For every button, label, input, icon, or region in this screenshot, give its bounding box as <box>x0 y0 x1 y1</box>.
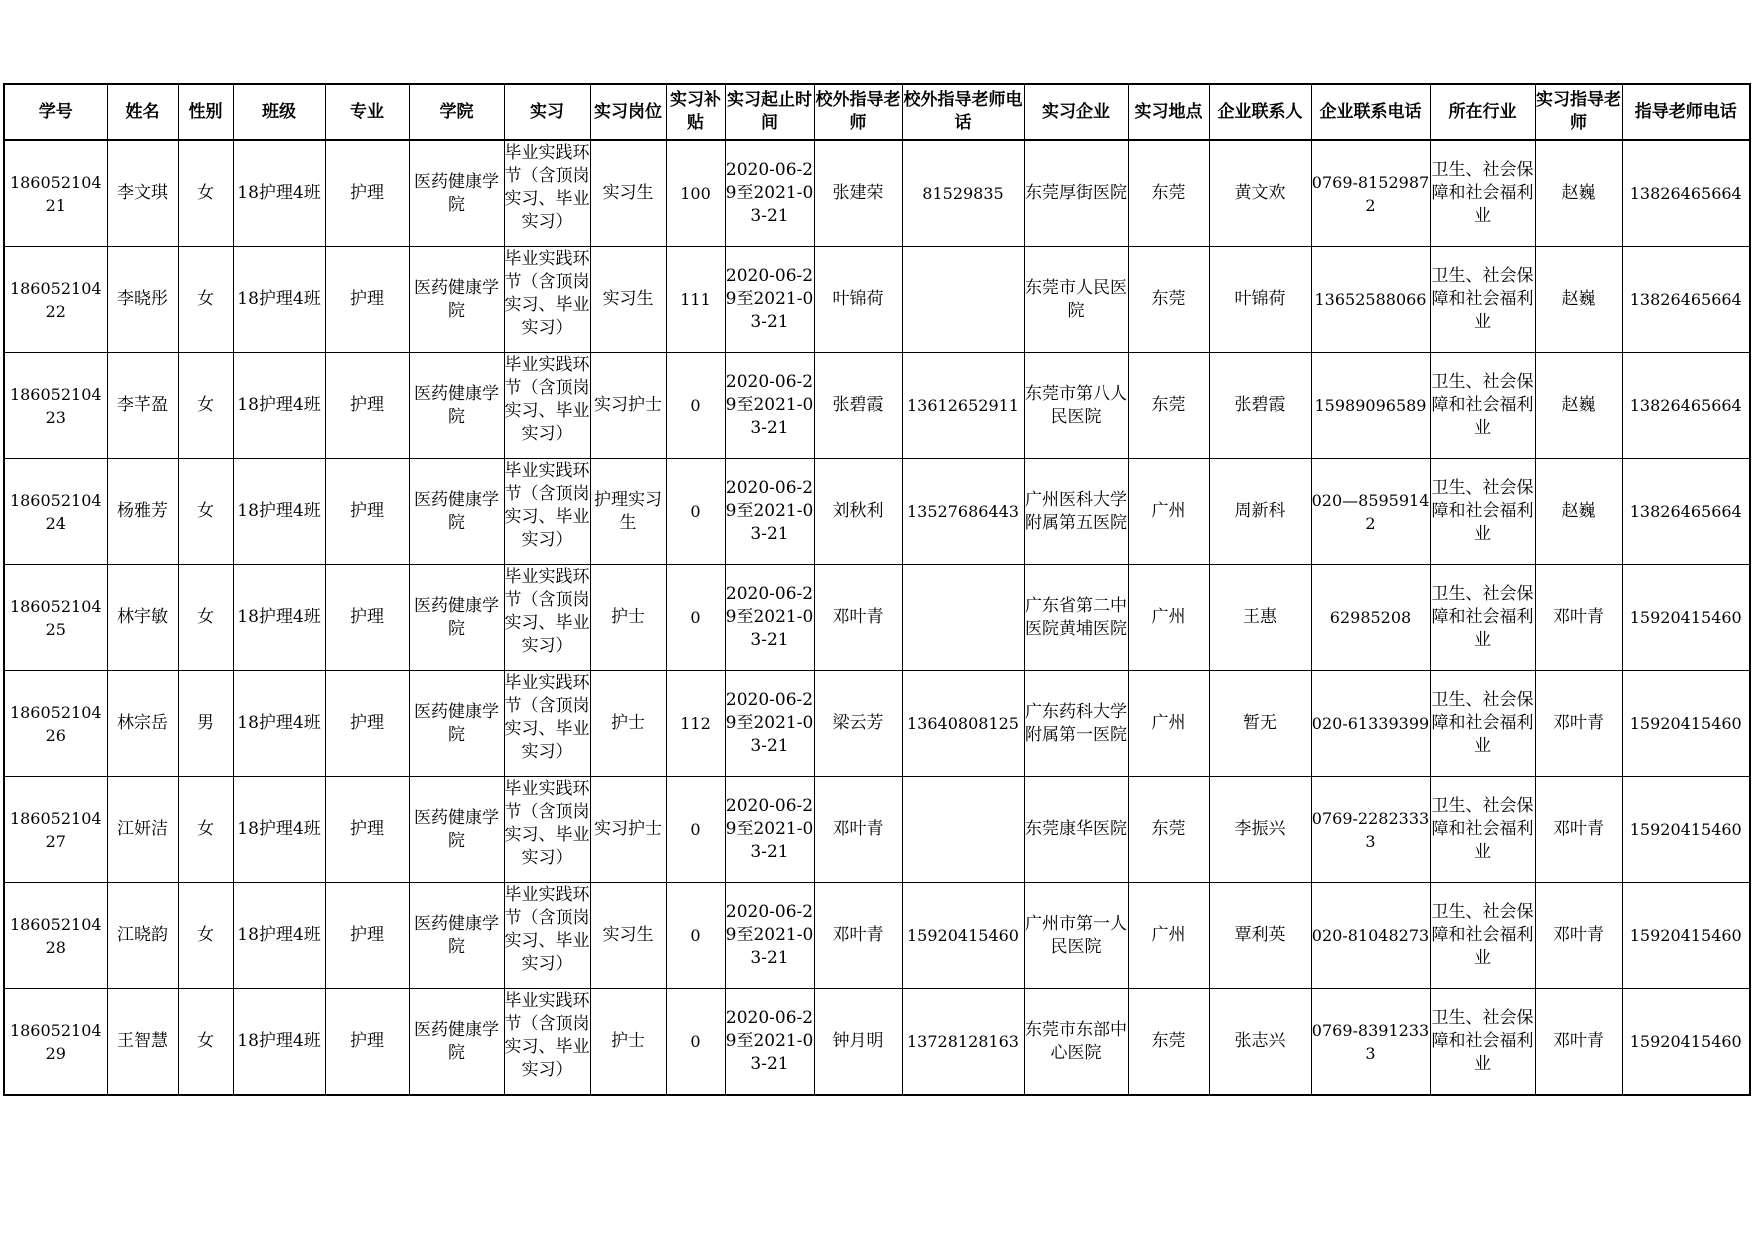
cell-internship-tutor: 赵巍 <box>1535 459 1622 565</box>
cell-major: 护理 <box>325 671 409 777</box>
table-row <box>4 989 1750 1096</box>
cell-major: 护理 <box>325 777 409 883</box>
cell-class: 18护理4班 <box>233 353 325 459</box>
cell-allowance: 111 <box>666 247 725 353</box>
cell-name: 王智慧 <box>107 989 178 1096</box>
cell-position: 护理实习生 <box>590 459 666 565</box>
cell-period: 2020-06-29至2021-03-21 <box>725 883 814 989</box>
cell-student-id: 18605210429 <box>4 989 107 1096</box>
cell-company-contact: 黄文欢 <box>1209 140 1311 247</box>
cell-external-tutor-phone <box>902 247 1024 353</box>
cell-allowance: 0 <box>666 353 725 459</box>
cell-external-tutor-phone: 15920415460 <box>902 883 1024 989</box>
cell-major: 护理 <box>325 247 409 353</box>
table-row <box>4 353 1750 459</box>
cell-internship-type <box>504 140 590 247</box>
cell-external-tutor: 钟月明 <box>814 989 902 1096</box>
cell-class: 18护理4班 <box>233 671 325 777</box>
table-row <box>4 565 1750 671</box>
cell-major: 护理 <box>325 140 409 247</box>
cell-college: 医药健康学院 <box>409 777 504 883</box>
cell-name: 李芊盈 <box>107 353 178 459</box>
table-row <box>4 247 1750 353</box>
cell-external-tutor-phone: 13612652911 <box>902 353 1024 459</box>
header-internship-type: 实习 <box>504 84 590 140</box>
cell-internship-type <box>504 459 590 565</box>
cell-tutor-phone: 15920415460 <box>1622 989 1750 1096</box>
cell-location: 东莞 <box>1128 989 1209 1096</box>
cell-major: 护理 <box>325 883 409 989</box>
cell-location: 东莞 <box>1128 247 1209 353</box>
cell-allowance: 0 <box>666 989 725 1096</box>
cell-company: 东莞市人民医院 <box>1024 247 1128 353</box>
cell-company-phone: 0769-83912333 <box>1311 989 1430 1096</box>
cell-internship-tutor: 赵巍 <box>1535 247 1622 353</box>
cell-student-id: 18605210428 <box>4 883 107 989</box>
cell-company: 广州医科大学附属第五医院 <box>1024 459 1128 565</box>
cell-company-contact: 张志兴 <box>1209 989 1311 1096</box>
cell-gender: 女 <box>178 565 233 671</box>
header-company-phone: 企业联系电话 <box>1311 84 1430 140</box>
cell-text: 毕业实践环节（含顶岗实习、毕业实习） <box>504 249 590 338</box>
cell-external-tutor: 张碧霞 <box>814 353 902 459</box>
cell-college: 医药健康学院 <box>409 989 504 1096</box>
cell-position: 实习护士 <box>590 777 666 883</box>
header-name: 姓名 <box>107 84 178 140</box>
cell-gender: 女 <box>178 353 233 459</box>
cell-text: 毕业实践环节（含顶岗实习、毕业实习） <box>504 143 590 232</box>
cell-location: 广州 <box>1128 459 1209 565</box>
cell-company-phone: 13652588066 <box>1311 247 1430 353</box>
header-position: 实习岗位 <box>590 84 666 140</box>
cell-major: 护理 <box>325 353 409 459</box>
cell-company: 东莞厚街医院 <box>1024 140 1128 247</box>
cell-position: 实习生 <box>590 247 666 353</box>
cell-industry: 卫生、社会保障和社会福利业 <box>1430 989 1535 1096</box>
cell-period: 2020-06-29至2021-03-21 <box>725 565 814 671</box>
cell-position: 护士 <box>590 989 666 1096</box>
header-location: 实习地点 <box>1128 84 1209 140</box>
cell-student-id: 18605210427 <box>4 777 107 883</box>
cell-internship-type <box>504 247 590 353</box>
cell-internship-type <box>504 883 590 989</box>
cell-student-id: 18605210422 <box>4 247 107 353</box>
cell-company-contact: 暂无 <box>1209 671 1311 777</box>
cell-college: 医药健康学院 <box>409 353 504 459</box>
cell-company-phone: 0769-22823333 <box>1311 777 1430 883</box>
header-internship-tutor: 实习指导老师 <box>1535 84 1622 140</box>
internship-table <box>3 83 1751 1096</box>
cell-tutor-phone: 15920415460 <box>1622 777 1750 883</box>
cell-gender: 女 <box>178 140 233 247</box>
table-row <box>4 883 1750 989</box>
cell-internship-type <box>504 777 590 883</box>
header-major: 专业 <box>325 84 409 140</box>
cell-company-phone: 0769-81529872 <box>1311 140 1430 247</box>
cell-company-contact: 覃利英 <box>1209 883 1311 989</box>
cell-industry: 卫生、社会保障和社会福利业 <box>1430 883 1535 989</box>
cell-allowance: 0 <box>666 565 725 671</box>
cell-company-contact: 叶锦荷 <box>1209 247 1311 353</box>
table-row <box>4 777 1750 883</box>
header-period: 实习起止时间 <box>725 84 814 140</box>
cell-location: 东莞 <box>1128 777 1209 883</box>
cell-industry: 卫生、社会保障和社会福利业 <box>1430 777 1535 883</box>
cell-period: 2020-06-29至2021-03-21 <box>725 247 814 353</box>
cell-company: 东莞康华医院 <box>1024 777 1128 883</box>
cell-external-tutor: 张建荣 <box>814 140 902 247</box>
cell-external-tutor: 梁云芳 <box>814 671 902 777</box>
table-header <box>4 84 1750 140</box>
cell-text: 毕业实践环节（含顶岗实习、毕业实习） <box>504 355 590 444</box>
cell-location: 东莞 <box>1128 353 1209 459</box>
cell-tutor-phone: 15920415460 <box>1622 671 1750 777</box>
cell-external-tutor: 刘秋利 <box>814 459 902 565</box>
cell-allowance: 112 <box>666 671 725 777</box>
cell-class: 18护理4班 <box>233 989 325 1096</box>
cell-tutor-phone: 15920415460 <box>1622 565 1750 671</box>
cell-gender: 女 <box>178 777 233 883</box>
cell-location: 广州 <box>1128 565 1209 671</box>
cell-gender: 男 <box>178 671 233 777</box>
cell-external-tutor: 叶锦荷 <box>814 247 902 353</box>
cell-company-phone: 020—85959142 <box>1311 459 1430 565</box>
cell-internship-tutor: 邓叶青 <box>1535 565 1622 671</box>
cell-gender: 女 <box>178 247 233 353</box>
header-company: 实习企业 <box>1024 84 1128 140</box>
cell-text: 毕业实践环节（含顶岗实习、毕业实习） <box>504 461 590 550</box>
cell-internship-tutor: 赵巍 <box>1535 353 1622 459</box>
cell-text: 毕业实践环节（含顶岗实习、毕业实习） <box>504 567 590 656</box>
cell-class: 18护理4班 <box>233 247 325 353</box>
cell-internship-type <box>504 671 590 777</box>
table-body <box>4 140 1750 1095</box>
cell-name: 李晓彤 <box>107 247 178 353</box>
cell-external-tutor-phone: 13640808125 <box>902 671 1024 777</box>
header-external-tutor-phone: 校外指导老师电话 <box>902 84 1024 140</box>
cell-external-tutor-phone: 13728128163 <box>902 989 1024 1096</box>
cell-external-tutor-phone: 81529835 <box>902 140 1024 247</box>
cell-company: 东莞市第八人民医院 <box>1024 353 1128 459</box>
cell-college: 医药健康学院 <box>409 247 504 353</box>
table-row <box>4 459 1750 565</box>
cell-name: 杨雅芳 <box>107 459 178 565</box>
cell-period: 2020-06-29至2021-03-21 <box>725 353 814 459</box>
cell-text: 毕业实践环节（含顶岗实习、毕业实习） <box>504 673 590 762</box>
header-gender: 性别 <box>178 84 233 140</box>
cell-college: 医药健康学院 <box>409 140 504 247</box>
cell-text: 毕业实践环节（含顶岗实习、毕业实习） <box>504 991 590 1080</box>
cell-period: 2020-06-29至2021-03-21 <box>725 671 814 777</box>
cell-class: 18护理4班 <box>233 777 325 883</box>
cell-allowance: 100 <box>666 140 725 247</box>
header-allowance: 实习补贴 <box>666 84 725 140</box>
cell-college: 医药健康学院 <box>409 883 504 989</box>
cell-tutor-phone: 15920415460 <box>1622 883 1750 989</box>
cell-internship-tutor: 赵巍 <box>1535 140 1622 247</box>
cell-college: 医药健康学院 <box>409 671 504 777</box>
table-row <box>4 140 1750 247</box>
cell-period: 2020-06-29至2021-03-21 <box>725 777 814 883</box>
cell-location: 广州 <box>1128 883 1209 989</box>
cell-student-id: 18605210426 <box>4 671 107 777</box>
cell-internship-type <box>504 565 590 671</box>
cell-company-contact: 张碧霞 <box>1209 353 1311 459</box>
cell-company: 广州市第一人民医院 <box>1024 883 1128 989</box>
cell-name: 林宇敏 <box>107 565 178 671</box>
cell-text: 毕业实践环节（含顶岗实习、毕业实习） <box>504 779 590 868</box>
cell-internship-type <box>504 989 590 1096</box>
cell-company-contact: 王惠 <box>1209 565 1311 671</box>
cell-company: 广东药科大学附属第一医院 <box>1024 671 1128 777</box>
cell-college: 医药健康学院 <box>409 565 504 671</box>
cell-company-contact: 周新科 <box>1209 459 1311 565</box>
cell-name: 江晓韵 <box>107 883 178 989</box>
cell-position: 实习生 <box>590 140 666 247</box>
cell-student-id: 18605210425 <box>4 565 107 671</box>
cell-location: 广州 <box>1128 671 1209 777</box>
cell-position: 护士 <box>590 565 666 671</box>
cell-internship-type <box>504 353 590 459</box>
cell-company-phone: 62985208 <box>1311 565 1430 671</box>
header-college: 学院 <box>409 84 504 140</box>
header-class: 班级 <box>233 84 325 140</box>
cell-company: 东莞市东部中心医院 <box>1024 989 1128 1096</box>
cell-external-tutor-phone <box>902 565 1024 671</box>
cell-position: 护士 <box>590 671 666 777</box>
cell-name: 江妍洁 <box>107 777 178 883</box>
cell-external-tutor-phone <box>902 777 1024 883</box>
cell-internship-tutor: 邓叶青 <box>1535 883 1622 989</box>
cell-college: 医药健康学院 <box>409 459 504 565</box>
cell-industry: 卫生、社会保障和社会福利业 <box>1430 459 1535 565</box>
cell-period: 2020-06-29至2021-03-21 <box>725 459 814 565</box>
header-external-tutor: 校外指导老师 <box>814 84 902 140</box>
cell-position: 实习护士 <box>590 353 666 459</box>
cell-company-phone: 020-61339399 <box>1311 671 1430 777</box>
cell-class: 18护理4班 <box>233 459 325 565</box>
cell-student-id: 18605210421 <box>4 140 107 247</box>
cell-tutor-phone: 13826465664 <box>1622 140 1750 247</box>
header-student-id: 学号 <box>4 84 107 140</box>
cell-tutor-phone: 13826465664 <box>1622 459 1750 565</box>
header-company-contact: 企业联系人 <box>1209 84 1311 140</box>
cell-text: 毕业实践环节（含顶岗实习、毕业实习） <box>504 885 590 974</box>
cell-external-tutor: 邓叶青 <box>814 883 902 989</box>
cell-industry: 卫生、社会保障和社会福利业 <box>1430 247 1535 353</box>
cell-external-tutor: 邓叶青 <box>814 777 902 883</box>
cell-company-phone: 020-81048273 <box>1311 883 1430 989</box>
cell-location: 东莞 <box>1128 140 1209 247</box>
cell-allowance: 0 <box>666 777 725 883</box>
cell-gender: 女 <box>178 989 233 1096</box>
cell-allowance: 0 <box>666 883 725 989</box>
cell-student-id: 18605210424 <box>4 459 107 565</box>
cell-major: 护理 <box>325 459 409 565</box>
cell-gender: 女 <box>178 459 233 565</box>
cell-position: 实习生 <box>590 883 666 989</box>
cell-company-phone: 15989096589 <box>1311 353 1430 459</box>
cell-external-tutor-phone: 13527686443 <box>902 459 1024 565</box>
cell-tutor-phone: 13826465664 <box>1622 353 1750 459</box>
cell-period: 2020-06-29至2021-03-21 <box>725 140 814 247</box>
header-row <box>4 84 1750 140</box>
cell-class: 18护理4班 <box>233 883 325 989</box>
header-industry: 所在行业 <box>1430 84 1535 140</box>
cell-external-tutor: 邓叶青 <box>814 565 902 671</box>
cell-gender: 女 <box>178 883 233 989</box>
cell-internship-tutor: 邓叶青 <box>1535 777 1622 883</box>
cell-student-id: 18605210423 <box>4 353 107 459</box>
cell-allowance: 0 <box>666 459 725 565</box>
cell-company-contact: 李振兴 <box>1209 777 1311 883</box>
cell-major: 护理 <box>325 565 409 671</box>
cell-name: 李文琪 <box>107 140 178 247</box>
cell-internship-tutor: 邓叶青 <box>1535 671 1622 777</box>
cell-class: 18护理4班 <box>233 565 325 671</box>
cell-name: 林宗岳 <box>107 671 178 777</box>
cell-industry: 卫生、社会保障和社会福利业 <box>1430 140 1535 247</box>
header-tutor-phone: 指导老师电话 <box>1622 84 1750 140</box>
cell-period: 2020-06-29至2021-03-21 <box>725 989 814 1096</box>
cell-tutor-phone: 13826465664 <box>1622 247 1750 353</box>
cell-industry: 卫生、社会保障和社会福利业 <box>1430 353 1535 459</box>
cell-company: 广东省第二中医院黄埔医院 <box>1024 565 1128 671</box>
cell-industry: 卫生、社会保障和社会福利业 <box>1430 671 1535 777</box>
cell-industry: 卫生、社会保障和社会福利业 <box>1430 565 1535 671</box>
table-row <box>4 671 1750 777</box>
cell-major: 护理 <box>325 989 409 1096</box>
cell-internship-tutor: 邓叶青 <box>1535 989 1622 1096</box>
cell-class: 18护理4班 <box>233 140 325 247</box>
